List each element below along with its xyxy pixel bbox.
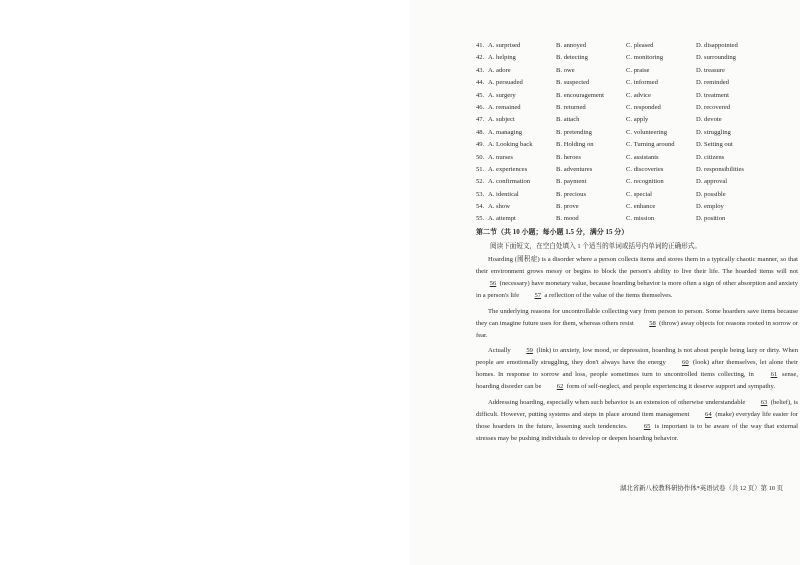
answer-blank: 62 [556, 383, 564, 390]
option-row [410, 152, 800, 164]
option-c: C. recognition [626, 178, 664, 186]
option-c: C. assistants [626, 153, 659, 161]
reading-passage [476, 254, 798, 448]
option-a: A. attempt [488, 215, 516, 223]
option-a: A. remained [488, 103, 521, 111]
question-number: 52. [476, 178, 485, 186]
option-b: B. payment [556, 178, 587, 186]
option-c: C. volunteering [626, 128, 668, 136]
cloze-options-list [410, 40, 800, 226]
answer-blank: 57 [534, 292, 542, 299]
passage-paragraph: Hoarding (囤积症) is a disorder where a person collects items and stores them in a typically chaotic manner, so that their environment grows messy or begins to block the person's ability to live their life. The hoarded items will not 56 (necessary) have monetary value, because hoarding behavior is more often a sign of other absorption and anxiety in a person's life 57 a reflection of the value of the items themselves. [476, 254, 798, 302]
option-c: C. discoveries [626, 165, 664, 173]
answer-blank: 64 [705, 410, 712, 418]
option-row [410, 77, 800, 89]
option-d: D. position [696, 215, 726, 223]
option-b: B. encouragement [556, 91, 604, 99]
answer-blank: 60 [682, 359, 689, 366]
question-number: 42. [476, 54, 485, 62]
answer-blank: 63 [760, 398, 768, 406]
question-number: 41. [476, 42, 485, 49]
option-a: A. confirmation [488, 178, 531, 186]
exam-page [410, 0, 800, 565]
option-d: D. disappointed [696, 42, 738, 49]
option-d: D. employ [696, 203, 724, 211]
option-c: C. monitoring [626, 54, 663, 62]
option-a: A. surprised [488, 42, 521, 49]
question-number: 51. [476, 165, 485, 173]
answer-blank: 58 [649, 319, 656, 327]
option-b: B. returned [556, 103, 586, 111]
question-number: 54. [476, 203, 485, 211]
option-d: D. reminded [696, 79, 729, 87]
option-row [410, 114, 800, 126]
option-a: A. helping [488, 54, 516, 62]
option-d: D. approval [696, 178, 728, 186]
option-a: A. experiences [488, 165, 528, 173]
option-d: D. treasure [696, 66, 725, 74]
answer-blank: 65 [643, 422, 651, 430]
section-instruction: 阅读下面短文，在空白处填入 1 个适当的单词或括号内单词的正确形式。 [490, 243, 701, 250]
option-b: B. mood [556, 215, 579, 223]
question-number: 47. [476, 116, 485, 124]
question-number: 45. [476, 91, 485, 99]
option-row [410, 127, 800, 139]
option-d: D. Setting out [696, 141, 733, 149]
answer-blank: 61 [770, 371, 778, 378]
option-c: C. Turning around [626, 141, 675, 149]
question-number: 50. [476, 153, 485, 161]
option-row [410, 139, 800, 151]
option-c: C. praise [626, 66, 650, 74]
option-row [410, 40, 800, 52]
option-c: C. informed [626, 79, 658, 87]
option-c: C. apply [626, 116, 649, 124]
option-a: A. persuaded [488, 79, 523, 87]
option-c: C. advice [626, 91, 651, 99]
option-d: D. possible [696, 190, 726, 198]
option-b: B. detecting [556, 54, 588, 62]
answer-blank: 59 [526, 347, 533, 354]
passage-paragraph: The underlying reasons for uncontrollable collecting vary from person to person. Some hoarders save items because they can imagine future uses for them, whereas others resist 58 (throw) away objects for reasons rooted in sorrow or fear. [476, 307, 798, 339]
option-c: C. special [626, 190, 653, 198]
option-a: A. surgery [488, 91, 516, 99]
option-d: D. recovered [696, 103, 731, 111]
option-d: D. surrounding [696, 54, 736, 62]
option-b: B. suspected [556, 79, 590, 87]
option-d: D. responsibilities [696, 165, 744, 173]
option-b: B. precious [556, 190, 587, 198]
passage-paragraph: Actually 59 (link) to anxiety, low mood, or depression, hoarding is not about people being lazy or dirty. When people are emotionally struggling, they don't always have the energy 60 (look) after themselves, let alone their homes. In response to sorrow and loss, people sometimes turn to uncontrolled items collecting, in 61 sense, hoarding disorder can be 62 form of self-neglect, and people experiencing it deserve support and sympathy. [476, 345, 798, 393]
option-d: D. citizens [696, 153, 725, 161]
option-row [410, 176, 800, 188]
question-number: 48. [476, 128, 485, 136]
question-number: 55. [476, 215, 485, 223]
option-row [410, 90, 800, 102]
option-a: A. adore [488, 66, 511, 74]
option-row [410, 102, 800, 114]
question-number: 49. [476, 141, 485, 149]
option-row [410, 52, 800, 64]
option-row [410, 65, 800, 77]
option-a: A. identical [488, 190, 519, 198]
option-d: D. treatment [696, 91, 729, 99]
option-b: B. adventures [556, 165, 593, 173]
option-a: A. nurses [488, 153, 513, 161]
option-row [410, 213, 800, 225]
option-b: B. attach [556, 116, 580, 124]
option-row [410, 189, 800, 201]
option-b: B. heroes [556, 153, 581, 161]
option-d: D. struggling [696, 128, 731, 136]
option-c: C. pleased [626, 42, 654, 49]
option-c: C. enhance [626, 203, 656, 211]
option-c: C. responded [626, 103, 661, 111]
question-number: 44. [476, 79, 485, 87]
option-b: B. annoyed [556, 42, 587, 49]
option-b: B. owe [556, 66, 575, 74]
option-row [410, 164, 800, 176]
option-a: A. managing [488, 128, 523, 136]
answer-blank: 56 [489, 280, 497, 287]
option-b: B. Holding on [556, 141, 594, 149]
passage-paragraph: Addressing hoarding, especially when such behavior is an extension of otherwise understandable 63 (belief), is difficult. However, putting systems and steps in place around item management 64 (make) everyday life easier for those hoarders in the future, lessening such tendencies. 65 is important is to be aware of the way that external stresses may be pushing individuals to develop or deepen hoarding behavior. [476, 398, 798, 442]
option-b: B. prove [556, 203, 579, 211]
option-row [410, 201, 800, 213]
option-a: A. subject [488, 116, 515, 124]
option-c: C. mission [626, 215, 655, 223]
option-d: D. devote [696, 116, 722, 124]
question-number: 46. [476, 103, 485, 111]
option-a: A. show [488, 203, 510, 211]
question-number: 53. [476, 190, 485, 198]
option-b: B. pretending [556, 128, 592, 136]
option-a: A. Looking back [488, 141, 533, 149]
section-title: 第二节（共 10 小题；每小题 1.5 分，满分 15 分） [476, 228, 629, 236]
page-footer: 湖北省新八校教科研协作体*英语试卷（共 12 页）第 10 页 [620, 485, 783, 492]
question-number: 43. [476, 66, 485, 74]
